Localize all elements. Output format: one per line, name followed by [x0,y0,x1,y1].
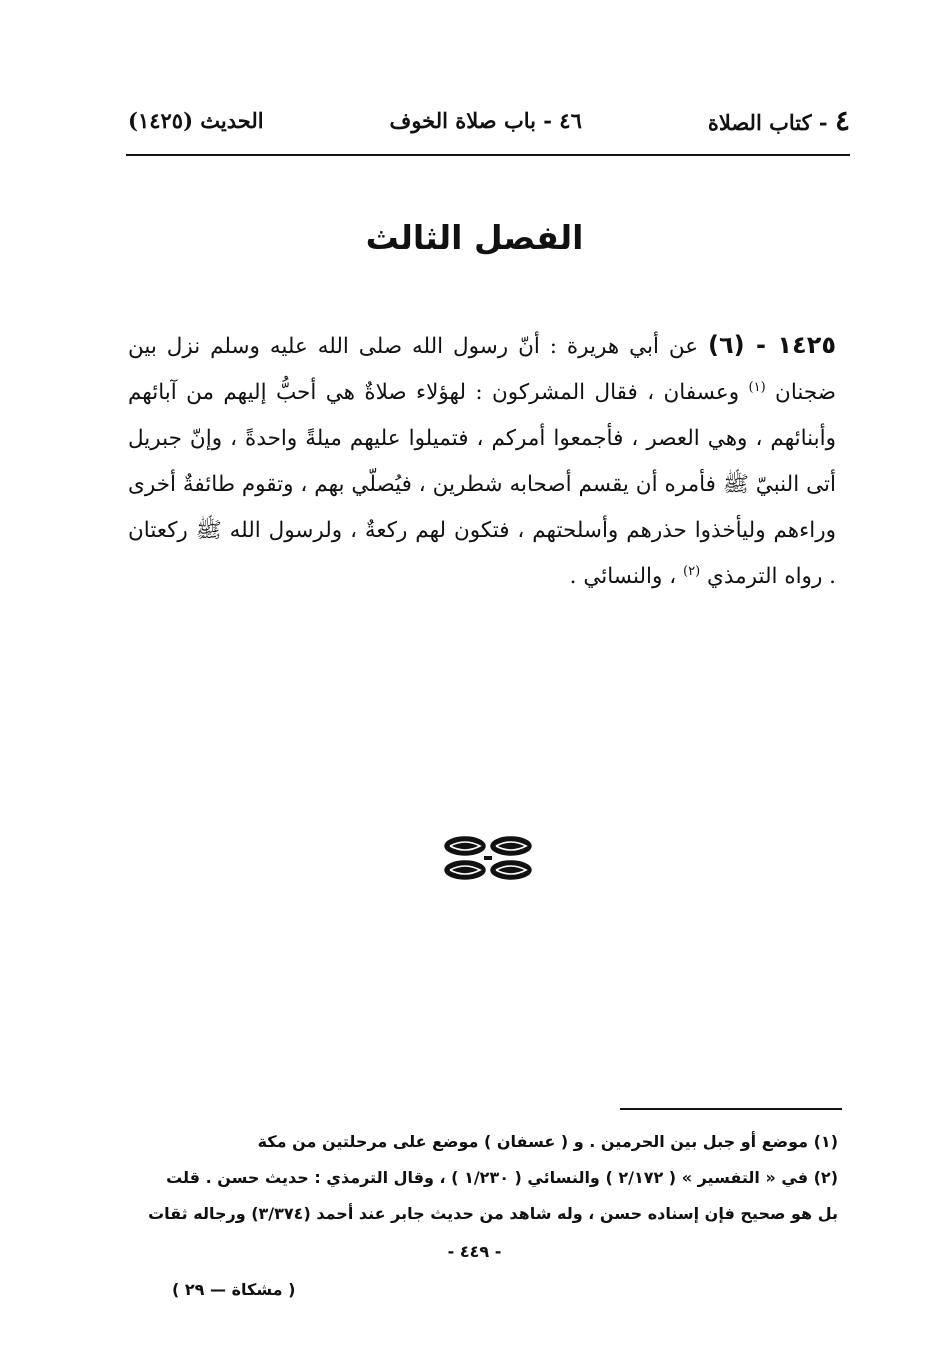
hadith-text-part-1: عن أبي هريرة : أنّ رسول الله صلى الله عليه وسلم نزل بين ضجنان [128,334,837,405]
running-header [128,100,850,140]
section-title: الفصل الثالث [365,218,584,257]
book-number: ٤ [834,103,850,137]
header-divider [126,154,850,156]
book-title-text: - كتاب الصلاة [707,109,828,135]
hadith-text-part-3: ، والنسائي . [569,564,677,589]
hadith-body [128,322,836,600]
hadith-text-part-2: وعسفان ، فقال المشركون : لهؤلاء صلاةٌ هي أحبُّ إليهم من آبائهم وأبنائهم ، وهي العصر ، فأجمعوا أمركم ، فتميلوا عليهم ميلةً واحدةً ، وإنّ جبريل أتى النبيّ ﷺ فأمره أن يقسم أصحابه شطرين ، فيُصلّي بهم ، وتقوم طائفةٌ أخرى وراءهم وليأخذوا حذرهم وأسلحتهم ، فتكون لهم ركعةٌ ، ولرسول الله ﷺ ركعتان . رواه الترمذي [128,380,836,589]
page-number: - ٤٤٩ - [447,1242,502,1261]
footnote-1: (١) موضع أو جبل بين الحرمين . و ( عسفان ) موضع على مرحلتين من مكة [257,1132,838,1151]
hadith-reference: الحديث (١٤٢٥) [128,107,264,133]
hadith-number: ١٤٢٥ - (٦) [708,331,836,359]
series-label: ( مشكاة — ٢٩ ) [172,1280,296,1299]
footnotes [132,1124,838,1232]
section-end-ornament [442,832,534,884]
footnote-divider [620,1108,842,1110]
footnote-marker-1: (١) [748,379,766,395]
chapter-title: ٤٦ - باب صلاة الخوف [389,107,582,133]
footnote-2: (٢) في « التفسير » ( ٢/١٧٢ ) والنسائي ( ١/٢٣٠ ) ، وقال الترمذي : حديث حسن . قلت [166,1168,838,1187]
footnote-2-continuation: بل هو صحيح فإن إسناده حسن ، وله شاهد من حديث جابر عند أحمد (٣/٣٧٤) ورجاله ثقات [148,1204,838,1223]
footnote-marker-2: (٢) [683,563,701,579]
book-title [708,104,850,137]
